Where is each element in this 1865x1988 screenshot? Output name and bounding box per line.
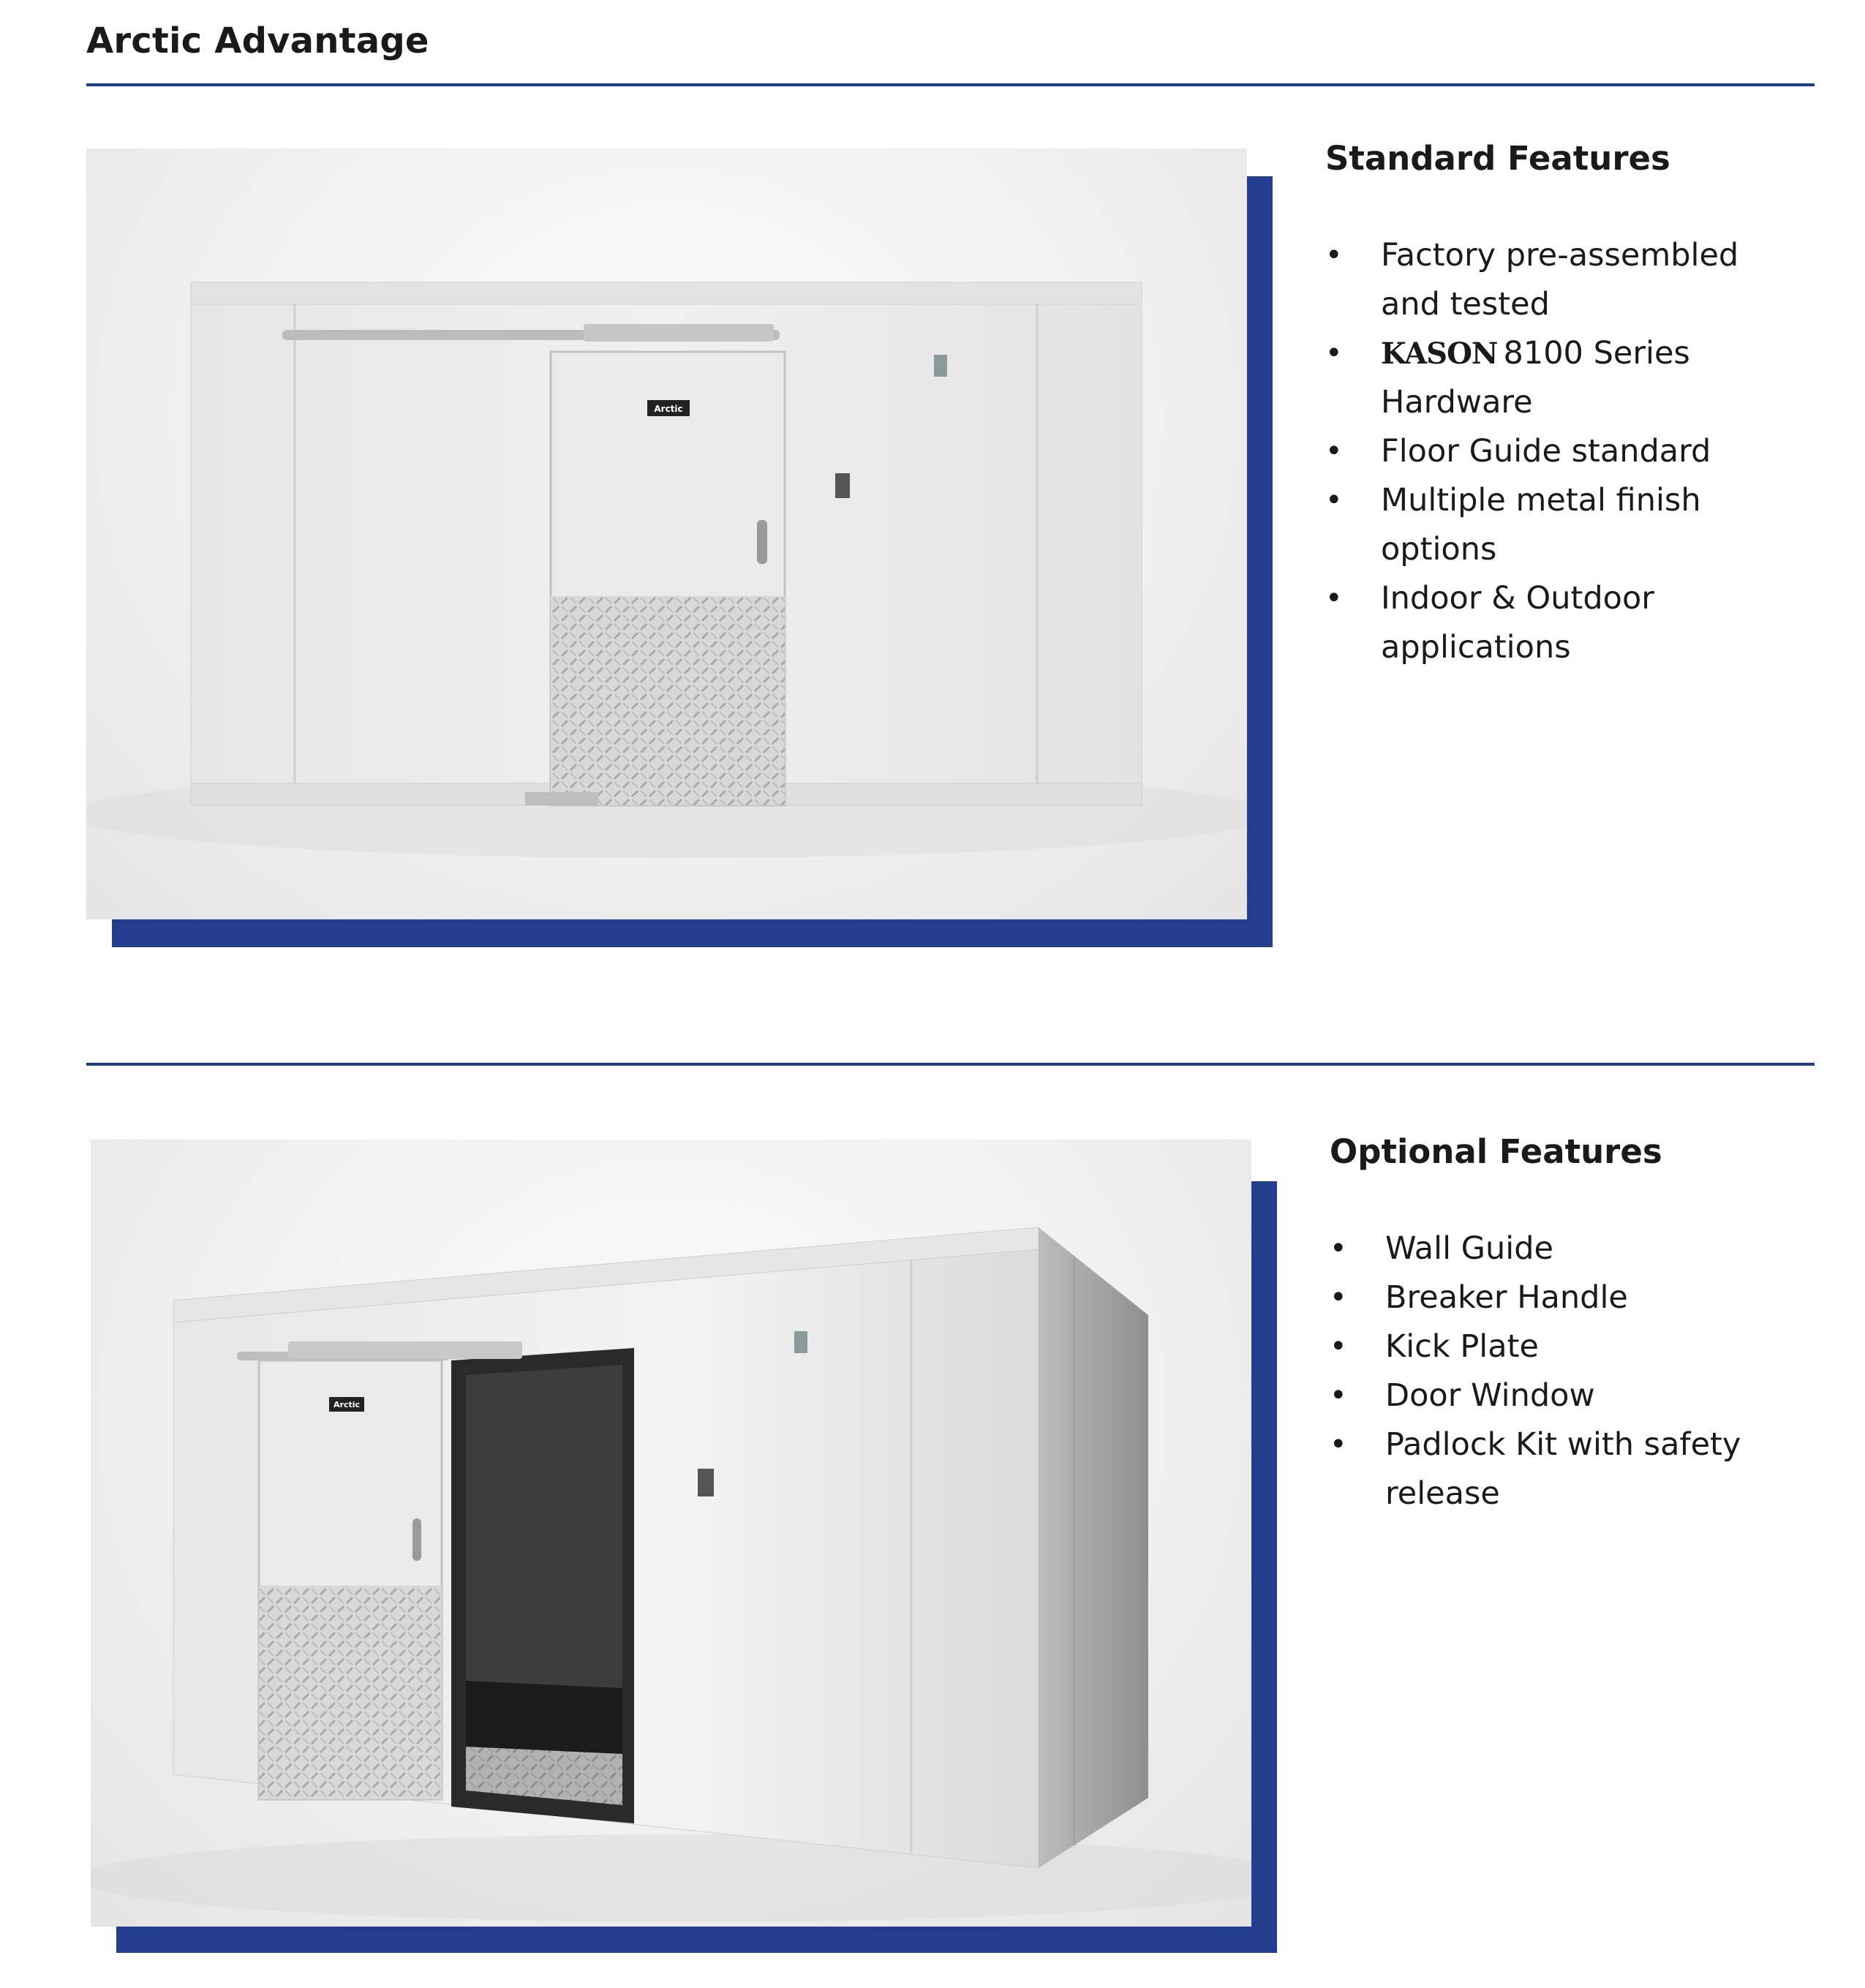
door-brand-label: Arctic — [654, 404, 683, 414]
list-item: • Kick Plate — [1330, 1322, 1783, 1371]
standard-features-list — [1325, 231, 1779, 672]
optional-photo-block — [91, 1140, 1277, 1953]
optional-features-heading: Optional Features — [1330, 1132, 1662, 1171]
optional-photo — [91, 1140, 1251, 1927]
list-item: • Padlock Kit with safety release — [1330, 1420, 1783, 1518]
page-title: Arctic Advantage — [86, 20, 429, 61]
walk-in-cooler-open-door-image — [91, 1140, 1251, 1927]
list-item: • Door Window — [1330, 1371, 1783, 1420]
list-item: • Breaker Handle — [1330, 1273, 1783, 1322]
section-rule — [86, 1063, 1815, 1066]
standard-photo-block — [86, 148, 1273, 947]
door-brand-label: Arctic — [333, 1400, 361, 1409]
list-item: • KASON 8100 Series Hardware — [1325, 329, 1779, 427]
list-item: • Factory pre-assembled and tested — [1325, 231, 1779, 329]
standard-photo — [86, 148, 1247, 919]
walk-in-cooler-sliding-door-image — [86, 148, 1247, 919]
optional-features-list — [1330, 1224, 1783, 1518]
optional-features — [1330, 1132, 1783, 1518]
standard-features-heading: Standard Features — [1325, 139, 1670, 178]
list-item: • Floor Guide standard — [1325, 427, 1779, 476]
list-item: • Wall Guide — [1330, 1224, 1783, 1273]
standard-features — [1325, 139, 1779, 672]
kason-logo: KASON — [1381, 336, 1498, 371]
list-item: • Indoor & Outdoor applications — [1325, 574, 1779, 672]
header-rule — [86, 83, 1815, 86]
list-item: • Multiple metal finish options — [1325, 476, 1779, 574]
